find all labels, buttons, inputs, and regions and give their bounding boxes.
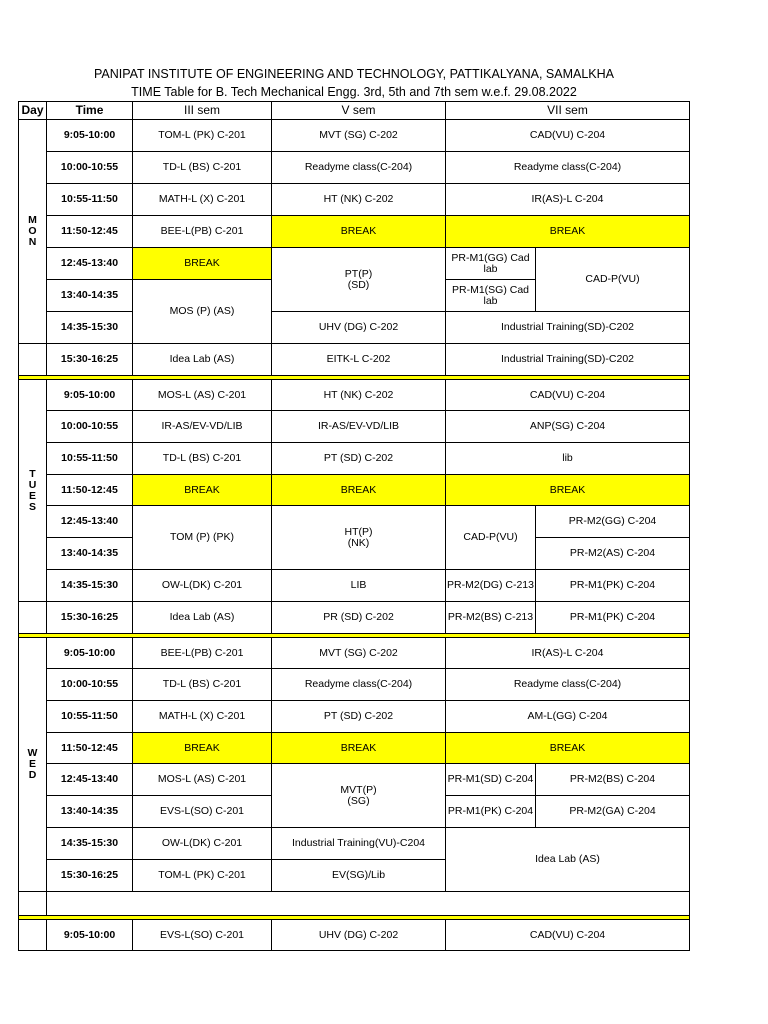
class-cell: PR-M2(DG) C-213 [446,570,536,602]
class-cell: MOS (P) (AS) [133,280,272,344]
day-blank [19,920,47,951]
table-row [19,443,690,475]
class-cell: BEE-L(PB) C-201 [133,638,272,669]
table-row [19,184,690,216]
table-row [19,669,690,701]
table-row [19,312,690,344]
table-row [19,411,690,443]
class-cell: MVT (SG) C-202 [272,638,446,669]
class-cell: TOM (P) (PK) [133,506,272,570]
break-cell: BREAK [446,216,690,248]
day-label-tues: T U E S [19,380,47,602]
break-cell: BREAK [446,475,690,506]
class-cell: OW-L(DK) C-201 [133,570,272,602]
class-cell: PR-M1(PK) C-204 [446,796,536,828]
time-slot: 14:35-15:30 [47,312,133,344]
class-cell: ANP(SG) C-204 [446,411,690,443]
table-row [19,344,690,376]
institute-title: PANIPAT INSTITUTE OF ENGINEERING AND TECHNOLOGY, PATTIKALYANA, SAMALKHA [93,67,614,81]
class-cell: TD-L (BS) C-201 [133,443,272,475]
class-cell: UHV (DG) C-202 [272,312,446,344]
table-row [19,475,690,506]
class-cell: IR-AS/EV-VD/LIB [133,411,272,443]
class-cell: EITK-L C-202 [272,344,446,376]
break-cell: BREAK [133,733,272,764]
class-cell: TD-L (BS) C-201 [133,669,272,701]
class-cell: PR-M1(PK) C-204 [536,602,690,634]
table-row [19,701,690,733]
class-cell: EVS-L(SO) C-201 [133,796,272,828]
break-cell: BREAK [133,248,272,280]
day-blank [19,344,47,376]
break-cell: BREAK [446,733,690,764]
day-label-wed: W E D [19,638,47,892]
class-cell: Industrial Training(SD)-C202 [446,312,690,344]
class-cell: IR(AS)-L C-204 [446,638,690,669]
time-slot: 12:45-13:40 [47,506,133,538]
class-cell: MOS-L (AS) C-201 [133,380,272,411]
time-slot: 11:50-12:45 [47,733,133,764]
class-cell: PT(P) (SD) [272,248,446,312]
class-cell: HT (NK) C-202 [272,380,446,411]
time-slot: 15:30-16:25 [47,602,133,634]
class-cell: Industrial Training(VU)-C204 [272,828,446,860]
class-cell: Idea Lab (AS) [133,344,272,376]
time-slot: 9:05-10:00 [47,638,133,669]
class-cell: Readyme class(C-204) [446,152,690,184]
class-cell: TOM-L (PK) C-201 [133,860,272,892]
class-cell: IR(AS)-L C-204 [446,184,690,216]
time-slot: 10:55-11:50 [47,184,133,216]
col-header-sem7: VII sem [446,102,690,120]
time-slot: 15:30-16:25 [47,860,133,892]
day-label-mon: M O N [19,120,47,344]
class-cell: CAD(VU) C-204 [446,120,690,152]
table-row [19,248,690,280]
class-cell: CAD-P(VU) [536,248,690,312]
class-cell: PR-M1(SG) Cad lab [446,280,536,312]
table-row [19,602,690,634]
class-cell: PR (SD) C-202 [272,602,446,634]
time-slot: 12:45-13:40 [47,248,133,280]
table-row [19,638,690,669]
class-cell: TOM-L (PK) C-201 [133,120,272,152]
class-cell: IR-AS/EV-VD/LIB [272,411,446,443]
break-cell: BREAK [272,475,446,506]
time-slot: 9:05-10:00 [47,380,133,411]
time-slot: 11:50-12:45 [47,216,133,248]
class-cell: UHV (DG) C-202 [272,920,446,951]
class-cell: PR-M1(PK) C-204 [536,570,690,602]
table-row [19,570,690,602]
class-cell: CAD(VU) C-204 [446,380,690,411]
class-cell: TD-L (BS) C-201 [133,152,272,184]
table-row [19,380,690,411]
class-cell: PR-M1(GG) Cad lab [446,248,536,280]
class-cell: MVT(P) (SG) [272,764,446,828]
time-slot: 13:40-14:35 [47,796,133,828]
class-cell: EV(SG)/Lib [272,860,446,892]
class-cell: MVT (SG) C-202 [272,120,446,152]
table-row [19,920,690,951]
time-slot: 13:40-14:35 [47,280,133,312]
break-cell: BREAK [272,733,446,764]
time-slot: 10:55-11:50 [47,701,133,733]
time-slot: 10:00-10:55 [47,669,133,701]
table-row [19,506,690,538]
class-cell: PT (SD) C-202 [272,701,446,733]
table-row [19,828,690,860]
col-header-time: Time [47,102,133,120]
class-cell: PR-M2(BS) C-213 [446,602,536,634]
col-header-sem5: V sem [272,102,446,120]
table-row [19,120,690,152]
class-cell: CAD-P(VU) [446,506,536,570]
class-cell: HT (NK) C-202 [272,184,446,216]
header-row [19,102,690,120]
time-slot: 13:40-14:35 [47,538,133,570]
col-header-day: Day [19,102,47,120]
class-cell: PR-M2(AS) C-204 [536,538,690,570]
class-cell: BEE-L(PB) C-201 [133,216,272,248]
day-blank [19,602,47,634]
time-slot: 10:00-10:55 [47,411,133,443]
table-row [19,733,690,764]
time-slot: 10:55-11:50 [47,443,133,475]
class-cell: PR-M2(BS) C-204 [536,764,690,796]
timetable-subtitle: TIME Table for B. Tech Mechanical Engg. 3rd, 5th and 7th sem w.e.f. 29.08.2022 [131,85,577,99]
table-row [19,152,690,184]
class-cell: lib [446,443,690,475]
time-slot: 14:35-15:30 [47,828,133,860]
class-cell: LIB [272,570,446,602]
class-cell: PR-M2(GG) C-204 [536,506,690,538]
time-slot: 9:05-10:00 [47,920,133,951]
class-cell: Idea Lab (AS) [133,602,272,634]
class-cell: MATH-L (X) C-201 [133,184,272,216]
time-slot: 9:05-10:00 [47,120,133,152]
time-slot: 15:30-16:25 [47,344,133,376]
class-cell: EVS-L(SO) C-201 [133,920,272,951]
time-slot: 14:35-15:30 [47,570,133,602]
class-cell: Readyme class(C-204) [272,669,446,701]
class-cell: AM-L(GG) C-204 [446,701,690,733]
class-cell: HT(P) (NK) [272,506,446,570]
gap-cell [47,892,690,916]
day-blank [19,892,47,916]
table-row [19,892,690,916]
class-cell: OW-L(DK) C-201 [133,828,272,860]
time-slot: 10:00-10:55 [47,152,133,184]
class-cell: Industrial Training(SD)-C202 [446,344,690,376]
break-cell: BREAK [272,216,446,248]
break-cell: BREAK [133,475,272,506]
class-cell: Readyme class(C-204) [272,152,446,184]
class-cell: Readyme class(C-204) [446,669,690,701]
class-cell: MATH-L (X) C-201 [133,701,272,733]
class-cell: PR-M1(SD) C-204 [446,764,536,796]
timetable [18,101,690,951]
class-cell: MOS-L (AS) C-201 [133,764,272,796]
table-row [19,216,690,248]
table-row [19,764,690,796]
class-cell: CAD(VU) C-204 [446,920,690,951]
class-cell: Idea Lab (AS) [446,828,690,892]
col-header-sem3: III sem [133,102,272,120]
time-slot: 11:50-12:45 [47,475,133,506]
class-cell: PR-M2(GA) C-204 [536,796,690,828]
time-slot: 12:45-13:40 [47,764,133,796]
class-cell: PT (SD) C-202 [272,443,446,475]
